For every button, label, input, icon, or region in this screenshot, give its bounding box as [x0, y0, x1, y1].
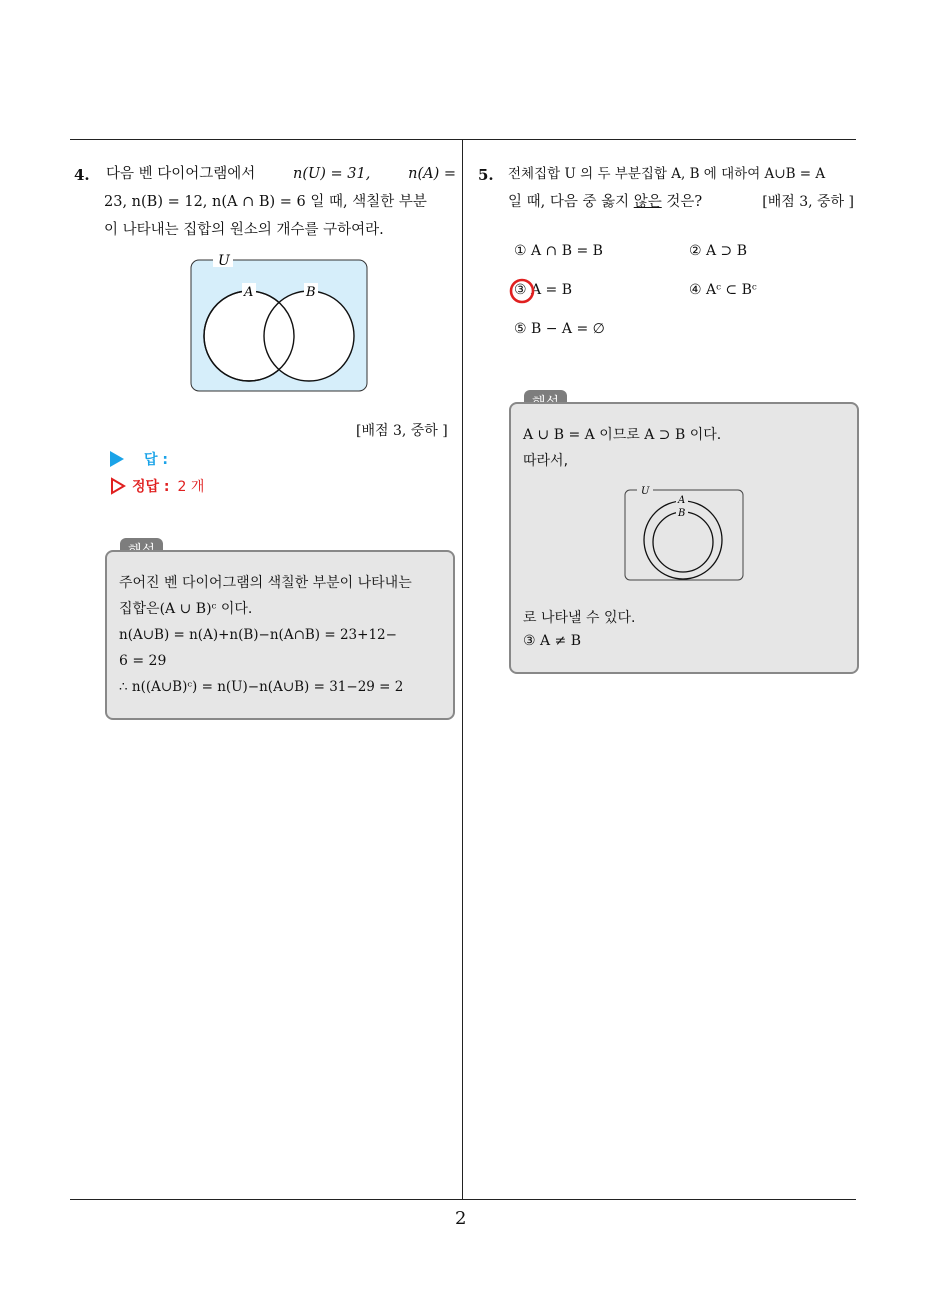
- q5-solution-line2: 따라서,: [523, 453, 569, 469]
- q4-text: [106, 160, 456, 244]
- q4-correct-row: [110, 476, 204, 496]
- q4-line2: 23, n(B) = 12, n(A ∩ B) = 6 일 때, 색칠한 부분: [104, 194, 427, 210]
- q5-choice-5[interactable]: ⑤ B − A = ∅: [514, 321, 605, 337]
- q5-solution-line4: ③ A ≠ B: [523, 633, 582, 649]
- q4-line3: 이 나타내는 집합의 원소의 개수를 구하여라.: [104, 222, 384, 238]
- q4-line1-c: n(A) =: [408, 166, 456, 182]
- page-number: 2: [455, 1208, 467, 1229]
- q4-line1-b: n(U) = 31,: [293, 166, 371, 182]
- q4-venn-circle-b: [264, 291, 354, 381]
- q4-venn-diagram: [190, 252, 370, 394]
- q5-number: 5.: [478, 166, 494, 184]
- q5-choice-2[interactable]: ② A ⊃ B: [689, 243, 748, 259]
- q5-venn-a-label: A: [678, 495, 686, 506]
- q4-correct-value: 2 개: [177, 479, 205, 495]
- column-divider: [462, 139, 463, 1200]
- q4-correct-label: 정답 :: [132, 479, 170, 495]
- top-rule: [70, 139, 856, 140]
- q5-line1: 전체집합 U 의 두 부분집합 A, B 에 대하여 A∪B = A: [508, 166, 826, 182]
- q5-choice-3[interactable]: ③ A = B: [514, 282, 573, 298]
- q5-line2-b: 것은?: [666, 194, 703, 210]
- q5-solution-line3: 로 나타낼 수 있다.: [523, 610, 636, 626]
- q4-line1-a: 다음 벤 다이어그램에서: [106, 166, 256, 182]
- q4-solution-line: n(A∪B) = n(A)+n(B)−n(A∩B) = 23+12−: [119, 627, 397, 643]
- q4-solution-line: 집합은(A ∪ B)ᶜ 이다.: [119, 601, 253, 617]
- q4-answer-row: [110, 449, 168, 469]
- q5-line2-a: 일 때, 다음 중 옳지: [508, 194, 630, 210]
- q5-solution-line1: A ∪ B = A 이므로 A ⊃ B 이다.: [523, 427, 722, 443]
- q4-venn-u-label: U: [218, 253, 230, 269]
- q5-venn-b-label: B: [678, 508, 686, 519]
- q4-answer-label: 답 :: [144, 452, 168, 468]
- q5-text: [508, 160, 860, 216]
- q5-venn-circle-b: [653, 512, 713, 572]
- q5-line2: [508, 188, 702, 216]
- q4-solution-line: 주어진 벤 다이어그램의 색칠한 부분이 나타내는: [119, 575, 412, 591]
- q4-venn-b-label: B: [306, 285, 316, 300]
- q4-solution-line: 6 = 29: [119, 653, 167, 669]
- q4-number: 4.: [74, 166, 90, 184]
- q5-choice-4[interactable]: ④ Aᶜ ⊂ Bᶜ: [689, 282, 757, 298]
- q5-line2-underlined: 않은: [633, 194, 662, 210]
- q5-solution-box: [509, 402, 859, 674]
- q5-venn-u-label: U: [641, 486, 650, 497]
- q5-choice-1[interactable]: ① A ∩ B = B: [514, 243, 603, 259]
- q4-venn-a-label: A: [244, 285, 254, 300]
- q4-solution-box: [105, 550, 455, 720]
- q4-score: [배점 3, 중하 ]: [356, 423, 448, 439]
- q4-solution-line: ∴ n((A∪B)ᶜ) = n(U)−n(A∪B) = 31−29 = 2: [119, 679, 404, 695]
- q5-solution-venn: [623, 482, 745, 582]
- q5-score: [배점 3, 중하 ]: [762, 194, 854, 210]
- bottom-rule: [70, 1199, 856, 1200]
- answer-arrow-icon: [110, 451, 124, 467]
- correct-arrow-icon: [110, 477, 126, 495]
- q5-marked-circle-icon: [508, 277, 536, 305]
